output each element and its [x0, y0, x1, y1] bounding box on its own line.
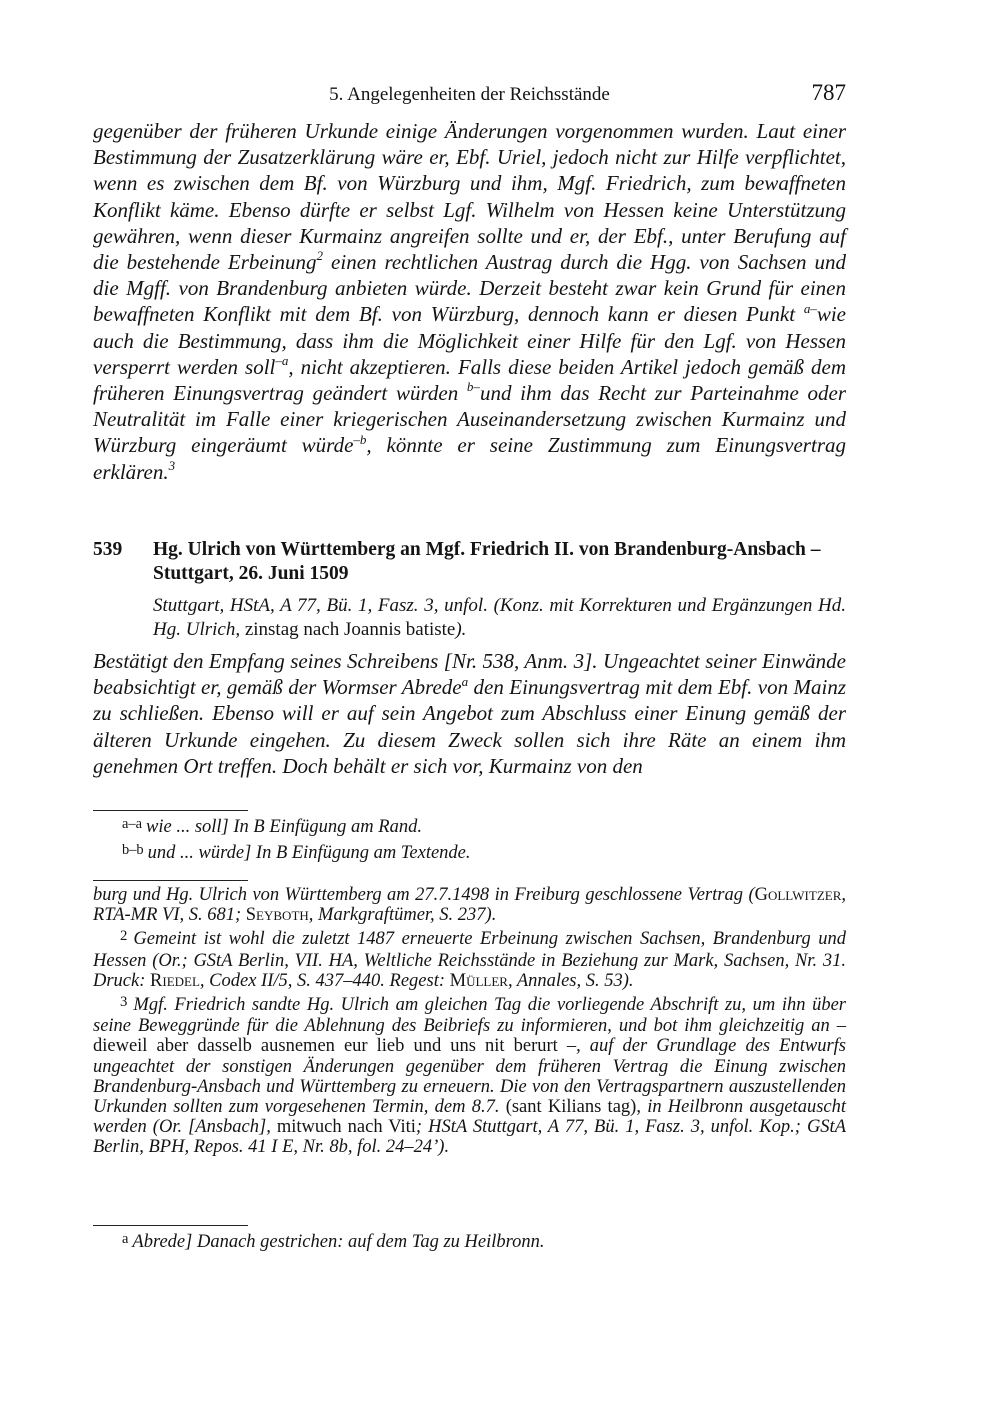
- author-name: Riedel: [150, 970, 200, 991]
- summary-text-1: Bestätigt den Empfang seines Schreibens [Nr. 538, Anm. 3]. Ungeachtet seiner Einwände beabsichtigt er, gemäß der Wormser Abrede: [93, 649, 846, 700]
- note-mark-a-open: a–: [803, 300, 817, 316]
- author-name: Gollwitzer: [754, 885, 842, 905]
- textual-note-b: [122, 842, 471, 865]
- quoted-source-text: dieweil aber dasselb ausnemen eur lieb und uns nit berurt: [93, 1036, 567, 1057]
- note-mark-b-open: b–: [466, 379, 480, 395]
- summary-text-2: den Einungsvertrag mit dem Ebf. von Mainz zu schließen. Ebenso will er auf sein Angebot zum Abschluss einer Einung gemäß der älteren Urkunde eingehen. Zu diesem Zweck sollen sich ihre Räte an einem ihm genehmen Ort treffen. Doch behält er sich vor, Kurmainz von den: [93, 675, 846, 778]
- intro-text-1: gegenüber der früheren Urkunde einige Änderungen vorgenommen wurden. Laut einer Bestimmung der Zusatzerklärung wäre er, Ebf. Uriel, jedoch nicht zur Hilfe verpflichtet, wenn es zwischen dem Bf. von Würzburg und ihm, Mgf. Friedrich, zum bewaffneten Konflikt käme. Ebenso dürfte er selbst Lgf. Wilhelm von Hessen keine Unterstützung gewähren, wenn dieser Kurmainz angreifen sollte und er, der Ebf., unter Berufung auf die bestehende Erbeinung: [93, 119, 846, 275]
- page-number: 787: [811, 80, 846, 105]
- source-date: zinstag nach Joannis batiste: [240, 619, 456, 640]
- intro-text-2: einen rechtlichen Austrag durch die Hgg. von Sachsen und die Mgff. von Brandenburg anbieten würde. Derzeit besteht zwar kein Grund für einen bewaffneten Konflikt mit dem Bf. von Würzburg, dennoch kann er diesen Punkt: [93, 250, 846, 327]
- footnote-number: 2: [120, 927, 128, 944]
- intro-text-3: wie auch die Bestimmung, dass ihm die Möglichkeit einer Hilfe für den Lgf. von Hessen versperrt werden soll: [93, 302, 846, 379]
- author-name: Müller: [449, 970, 508, 991]
- author-name: Seyboth: [245, 905, 309, 926]
- textual-note-mark: a–a: [122, 815, 143, 832]
- footnote-number: 3: [120, 993, 128, 1010]
- document-number: 539: [93, 539, 123, 560]
- running-head: [93, 78, 846, 108]
- footnote-2: $^2$ Gemeint ist wohl die zuletzt 1487 erneuerte Erbeinung zwischen Sachsen, Brandenburg und Hessen (Or.; GStA Berlin, VII. HA, Weltliche Reichsstände in Beziehung zur Mark, Sachsen, Nr. 31. Druck: Riedel, Codex II/5, S. 437–440. Regest: Müller, Annales, S. 53).: [93, 927, 846, 991]
- textual-note-text: wie ... soll] In B Einfügung am Rand.: [146, 817, 422, 837]
- textual-note-mark: a: [122, 1230, 129, 1247]
- source-reference: [153, 594, 846, 642]
- note-mark-b-close: –b: [353, 431, 367, 447]
- textual-note-text: Abrede] Danach gestrichen: auf dem Tag zu Heilbronn.: [132, 1232, 545, 1252]
- textual-note-a: [122, 816, 422, 839]
- footnote-3: $^3$ Mgf. Friedrich sandte Hg. Ulrich am gleichen Tag die vorliegende Abschrift zu, um ihn über seine Beweggründe für die Ablehnung des Beibriefs zu informieren, und bot ihm gleichzeitig an – dieweil aber dasselb ausnemen eur lieb und uns nit berurt –, auf der Grundlage des Entwurfs ungeachtet der sonstigen Änderungen gegenüber dem früheren Vertrag die Einung zwischen Brandenburg-Ansbach und Württemberg zu erneuern. Die von den Vertragspartnern auszustellenden Urkunden sollten zum vorgesehenen Termin, dem 8.7. (sant Kilians tag), in Heilbronn ausgetauscht werden (Or. [Ansbach], mitwuch nach Viti; HStA Stuttgart, A 77, Bü. 1, Fasz. 3, unfol. Kop.; GStA Berlin, BPH, Repos. 41 I E, Nr. 8b, fol. 24–24’).: [93, 993, 847, 1158]
- textual-note-mark: b–b: [122, 841, 144, 858]
- textual-note-a-2: [122, 1231, 545, 1254]
- footnote-ref-2: 2: [316, 248, 324, 264]
- intro-text-6: , könnte er seine Zustimmung zum Einungsvertrag erklären.: [93, 433, 846, 484]
- note-mark-a: a: [461, 673, 469, 689]
- note-mark-a-close: –a: [275, 353, 289, 369]
- source-end: ).: [455, 619, 467, 640]
- textual-note-text: und ... würde] In B Einfügung am Textende.: [147, 843, 471, 863]
- footnote-rule: [93, 810, 248, 811]
- quoted-source-text: mitwuch nach Viti: [270, 1117, 416, 1138]
- document-summary: [93, 648, 846, 779]
- intro-paragraph: [93, 118, 846, 485]
- footnote-ref-3: 3: [168, 458, 176, 473]
- footnote-rule: [93, 1225, 248, 1226]
- footnote-continuation: burg und Hg. Ulrich von Württemberg am 27.7.1498 in Freiburg geschlossene Vertrag (Gollwitzer, RTA-MR VI, S. 681; Seyboth, Markgraftümer, S. 237).: [93, 885, 846, 926]
- intro-text-4: , nicht akzeptieren. Falls diese beiden Artikel jedoch gemäß dem früheren Einungsvertrag geändert würden: [93, 354, 846, 406]
- intro-text-5: und ihm das Recht zur Parteinahme oder Neutralität im Falle einer kriegerischen Auseinandersetzung zwischen Kurmainz und Würzburg eingeräumt würde: [93, 381, 846, 458]
- document-title: Hg. Ulrich von Württemberg an Mgf. Friedrich II. von Brandenburg-Ansbach – Stuttgart, 26. Juni 1509: [153, 539, 821, 584]
- footnote-rule: [93, 880, 248, 881]
- source-italic: Stuttgart, HStA, A 77, Bü. 1, Fasz. 3, unfol. (Konz. mit Korrekturen und Ergänzungen Hd. Hg. Ulrich,: [153, 595, 846, 640]
- document-heading: [93, 538, 846, 586]
- quoted-source-text: (sant Kilians tag),: [499, 1097, 648, 1118]
- running-head-title: 5. Angelegenheiten der Reichsstände: [329, 84, 610, 105]
- footnotes: [93, 885, 846, 1158]
